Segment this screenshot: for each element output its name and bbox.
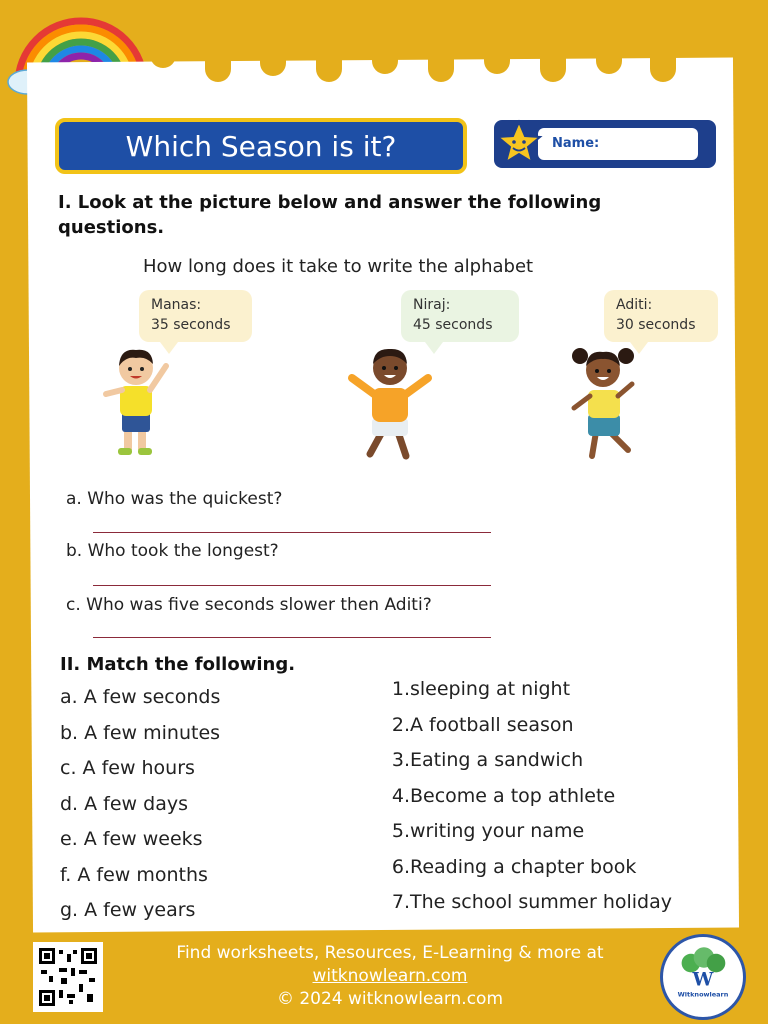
item-text: A football season [410, 713, 574, 736]
item-text: Eating a sandwich [410, 749, 584, 771]
boy-niraj-illustration [344, 344, 436, 464]
item-number: 5. [391, 820, 410, 842]
bubble-name: Manas: [151, 297, 202, 313]
paper-drip [540, 30, 566, 82]
footer-link[interactable]: witknowlearn.com [312, 966, 468, 986]
question-a: a. Who was the quickest? [66, 489, 283, 509]
bubble-name: Niraj: [413, 297, 451, 313]
item-number: 1. [391, 678, 410, 700]
match-right-item [390, 820, 672, 856]
alphabet-question: How long does it take to write the alphabet [143, 256, 534, 277]
paper-drip [372, 30, 398, 74]
logo-text: Witknowlearn [677, 990, 729, 999]
paper-drip [260, 30, 286, 76]
item-text: sleeping at night [410, 678, 571, 700]
logo-letter: W [692, 969, 714, 991]
item-text: Become a top athlete [410, 784, 616, 807]
footer-text: Find worksheets, Resources, E-Learning & more at [176, 943, 604, 963]
bubble-time: 35 seconds [151, 317, 231, 333]
paper-drip [205, 30, 231, 82]
answer-line-a[interactable] [93, 532, 491, 533]
paper-drip [484, 30, 510, 74]
section-2-heading: II. Match the following. [60, 654, 296, 675]
match-left-list [60, 686, 220, 935]
item-number: 2. [391, 713, 410, 736]
paper-drip [596, 30, 622, 74]
match-right-item [390, 678, 672, 714]
speech-bubble-manas [139, 290, 252, 342]
bubble-time: 30 seconds [616, 317, 696, 333]
girl-aditi-illustration [566, 344, 642, 464]
paper-drip [428, 30, 454, 82]
item-number: 6. [391, 855, 410, 878]
paper-drip [650, 30, 676, 82]
speech-bubble-niraj [401, 290, 519, 342]
worksheet-title: Which Season is it? [55, 118, 467, 174]
question-c: c. Who was five seconds slower then Aditi? [66, 595, 432, 615]
item-number: 4. [391, 784, 410, 807]
match-right-item [390, 785, 672, 821]
item-text: writing your name [410, 820, 585, 842]
match-right-list [390, 678, 672, 927]
paper-drip [150, 30, 176, 68]
section-1-heading: I. Look at the picture below and answer the following questions. [58, 192, 602, 238]
name-field[interactable]: Name: [538, 128, 698, 160]
bubble-time: 45 seconds [413, 317, 493, 333]
boy-manas-illustration [100, 344, 172, 464]
match-left-item: a. A few seconds [60, 686, 221, 708]
match-right-item [390, 856, 672, 892]
match-left-item: b. A few minutes [60, 721, 221, 744]
bubble-name: Aditi: [616, 297, 653, 313]
footer-copyright: © 2024 witknowlearn.com [276, 989, 504, 1009]
match-left-item: g. A few years [60, 899, 196, 921]
match-left-item: e. A few weeks [60, 828, 203, 850]
footer [130, 942, 650, 1011]
item-number: 3. [391, 749, 410, 771]
match-left-item: c. A few hours [60, 757, 195, 779]
item-text: The school summer holiday [410, 891, 673, 913]
match-right-item [390, 891, 672, 927]
star-icon [494, 118, 544, 168]
qr-code-icon[interactable] [33, 942, 103, 1012]
item-number: 7. [391, 891, 410, 913]
speech-bubble-aditi [604, 290, 718, 342]
match-left-item: d. A few days [60, 792, 188, 815]
match-right-item [390, 749, 672, 785]
answer-line-b[interactable] [93, 585, 491, 586]
witknowlearn-logo[interactable] [660, 934, 746, 1020]
paper-drip [316, 30, 342, 82]
match-right-item [390, 714, 672, 750]
item-text: Reading a chapter book [410, 855, 637, 878]
question-b: b. Who took the longest? [66, 541, 279, 561]
match-left-item: f. A few months [60, 863, 208, 886]
answer-line-c[interactable] [93, 637, 491, 638]
